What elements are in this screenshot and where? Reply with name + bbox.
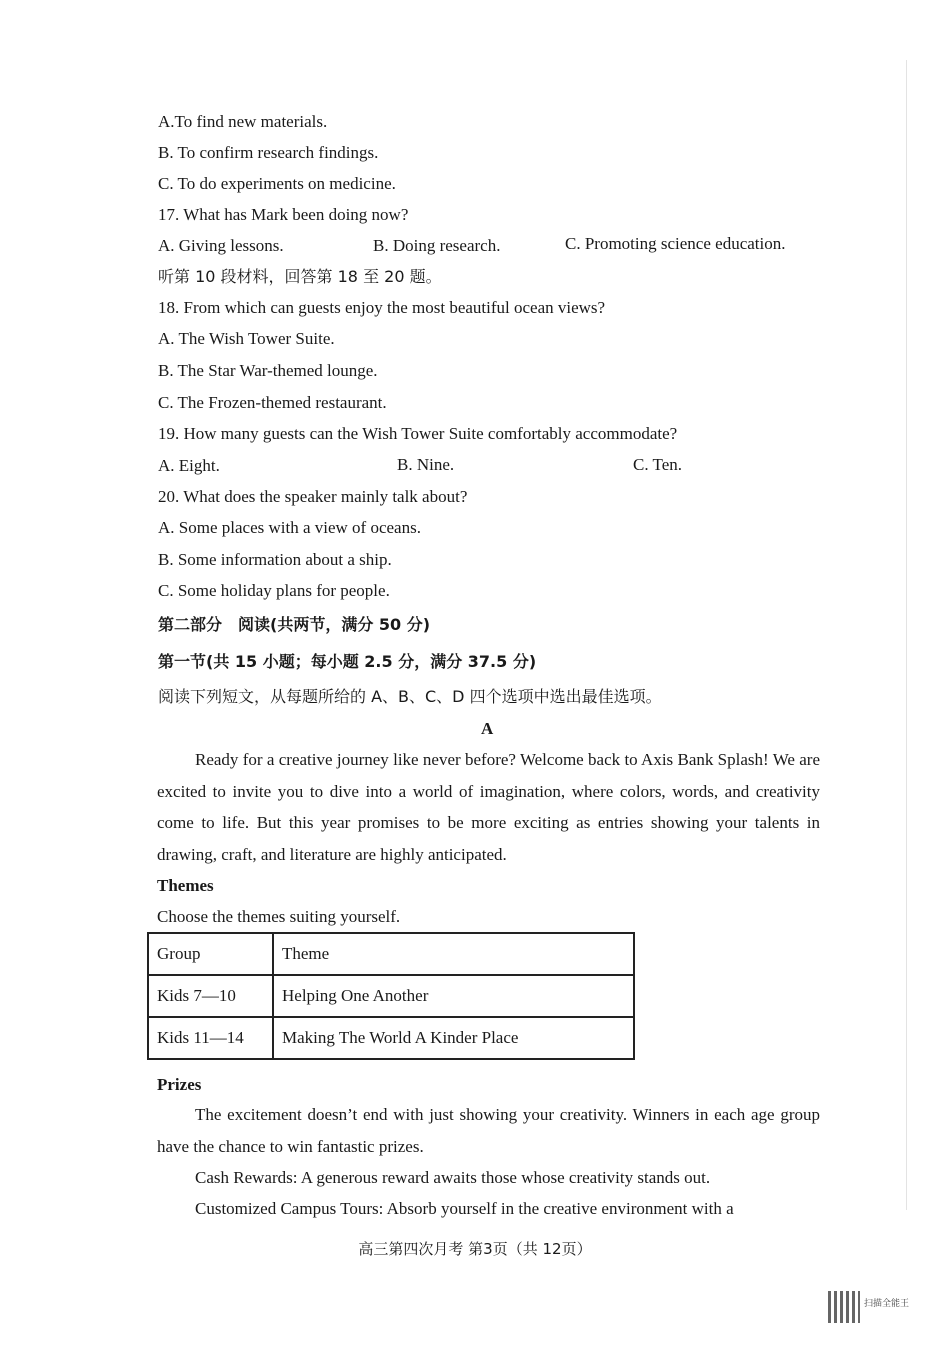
themes-subtitle: Choose the themes suiting yourself.: [157, 907, 401, 926]
q18-option-a: A. The Wish Tower Suite.: [158, 329, 335, 348]
table-row: [148, 1017, 634, 1059]
scanner-watermark: 扫描全能王: [864, 1299, 910, 1309]
qr-code-icon: [828, 1291, 860, 1323]
q18-option-b: B. The Star War-themed lounge.: [158, 361, 378, 380]
q20-option-c: C. Some holiday plans for people.: [158, 581, 390, 600]
themes-heading: Themes: [157, 876, 214, 895]
material-10-instruction: 听第 10 段材料，回答第 18 至 20 题。: [158, 267, 442, 286]
table-row: [148, 975, 634, 1017]
row2-theme: Making The World A Kinder Place: [273, 1017, 634, 1059]
section-one-title: 第一节(共 15 小题；每小题 2.5 分，满分 37.5 分): [158, 652, 537, 671]
scan-edge-line: [906, 60, 907, 1210]
q16-option-a: A.To find new materials.: [158, 112, 328, 131]
q20-option-b: B. Some information about a ship.: [158, 550, 392, 569]
passage-intro-paragraph: Ready for a creative journey like never before? Welcome back to Axis Bank Splash! We are excited to invite you to dive into a world of imagination, where colors, words, and creativity come to life. But this year promises to be more exciting as entries showing your talents in drawing, craft, and literature are highly anticipated.: [157, 750, 820, 864]
q20-option-a: A. Some places with a view of oceans.: [158, 518, 421, 537]
q20-question: 20. What does the speaker mainly talk about?: [158, 487, 468, 506]
q18-option-c: C. The Frozen-themed restaurant.: [158, 393, 387, 412]
page-footer: 高三第四次月考 第3页（共 12页）: [358, 1240, 592, 1258]
campus-tours-paragraph: Customized Campus Tours: Absorb yourself in the creative environment with a: [195, 1199, 734, 1218]
q17-question: 17. What has Mark been doing now?: [158, 205, 409, 224]
q19-question: 19. How many guests can the Wish Tower Suite comfortably accommodate?: [158, 424, 678, 443]
row2-group: Kids 11—14: [148, 1017, 273, 1059]
passage-label: A: [481, 719, 494, 738]
themes-table: [147, 932, 635, 1060]
q19-option-c: C. Ten.: [633, 455, 683, 474]
row1-group: Kids 7—10: [148, 975, 273, 1017]
q17-option-a: A. Giving lessons.: [158, 236, 284, 255]
q17-option-c: C. Promoting science education.: [565, 234, 786, 253]
prizes-intro-paragraph: The excitement doesn’t end with just showing your creativity. Winners in each age group have the chance to win fantastic prizes.: [157, 1105, 820, 1156]
q19-option-a: A. Eight.: [158, 456, 220, 475]
header-group: Group: [148, 933, 273, 975]
q16-option-b: B. To confirm research findings.: [158, 143, 379, 162]
reading-instruction: 阅读下列短文，从每题所给的 A、B、C、D 四个选项中选出最佳选项。: [158, 687, 662, 706]
part-two-title: 第二部分 阅读(共两节，满分 50 分): [158, 615, 431, 634]
table-header-row: [148, 933, 634, 975]
row1-theme: Helping One Another: [273, 975, 634, 1017]
q16-option-c: C. To do experiments on medicine.: [158, 174, 396, 193]
prizes-heading: Prizes: [157, 1075, 202, 1094]
header-theme: Theme: [273, 933, 634, 975]
q17-option-b: B. Doing research.: [373, 236, 501, 255]
q19-option-b: B. Nine.: [397, 455, 455, 474]
q18-question: 18. From which can guests enjoy the most beautiful ocean views?: [158, 298, 606, 317]
cash-rewards-paragraph: Cash Rewards: A generous reward awaits those whose creativity stands out.: [195, 1168, 711, 1187]
